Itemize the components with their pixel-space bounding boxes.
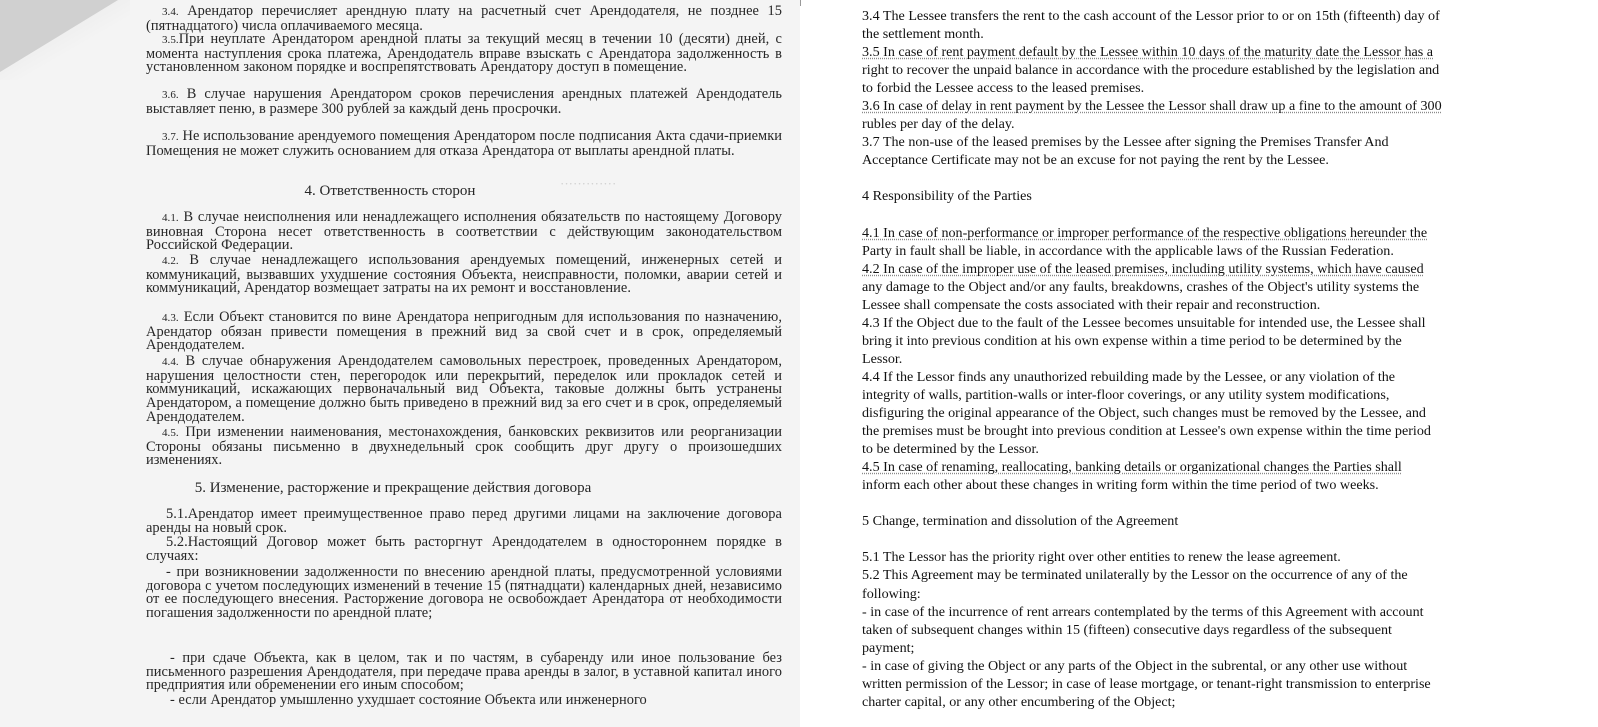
translation-line: Party in fault shall be liable, in accordance with the applicable laws of the Russian Federation. [862, 242, 1394, 259]
translation-line: 3.7 The non-use of the leased premises by the Lessee after signing the Premises Transfer And [862, 134, 1389, 151]
translation-line: 4 Responsibility of the Parties [862, 188, 1032, 205]
translation-line: - in case of the incurrence of rent arrears contemplated by the terms of this Agreement with account [862, 603, 1424, 620]
ru-paragraph-3-6: 3.6. В случае нарушения Арендатором сроков перечисления арендных платежей Арендодатель выставляет пеню, в размере 300 рублей за каждый день просрочки. [146, 86, 782, 117]
ru-paragraph-4-2: 4.2. В случае ненадлежащего использования арендуемых помещений, инженерных сетей и коммуникаций, вызвавших ухудшение состояния Объекта, неисправности, поломки, аварии сетей и коммуникаций, Арендатор возмещает затраты на их ремонт и восстановление. [146, 252, 782, 297]
spellcheck-mark: 3.5 In case of rent payment default by the Lessee within 10 days of the maturity date the Lessor has a [862, 44, 1434, 61]
translation-line: bring it into previous condition at his own expense within a time period to be determined by the [862, 332, 1402, 349]
ru-paragraph-3-7: 3.7. Не использование арендуемого помещения Арендатором после подписания Акта сдачи-приемки Помещения не может служить основанием для отказа Арендатора от выплаты арендной платы. [146, 128, 783, 159]
ru-paragraph-5-2-sublease: - при сдаче Объекта, как в целом, так и по частям, в субаренду или иное пользование без письменного разрешения Арендодателя, при передаче права аренды в залог, в уставной капитал иного предприятия или обременении его иным способом; [146, 650, 782, 694]
translation-line: the premises must be brought into previous condition at Lessee's own expense within the time period [862, 423, 1431, 440]
translation-line: payment; [862, 639, 915, 656]
ru-paragraph-4-1: 4.1. В случае неисполнения или ненадлежащего исполнения обязательств по настоящему Договору виновная Сторона несет ответственность в соответствии с действующим законодательством Российской Федерации. [146, 209, 782, 254]
folded-corner [0, 0, 118, 72]
ru-paragraph-5-2-damage: - если Арендатор умышленно ухудшает состояние Объекта или инженерного [170, 692, 647, 708]
bleed-through-text: ············· [560, 176, 617, 191]
blank-line [862, 494, 1522, 512]
translation-line: to forbid the Lessee access to the leased premises. [862, 80, 1145, 97]
ru-paragraph-4-5: 4.5. При изменении наименования, местонахождения, банковских реквизитов или реорганизации Стороны обязаны письменно в двухнедельный срок сообщить друг другу о произошедших изменениях. [146, 424, 783, 469]
translation-line [862, 224, 1522, 242]
translation-line: to be determined by the Lessor. [862, 441, 1039, 458]
translation-line [862, 458, 1522, 476]
translation-line: taken of subsequent changes within 15 (fifteen) consecutive days regardless of the subsequent [862, 621, 1392, 638]
ru-paragraph-4-3: 4.3. Если Объект становится по вине Арендатора непригодным для использования по назначению, Арендатор обязан привести помещения в прежний вид за свой счет и в срок, определяемый Арендодателем. [146, 309, 782, 354]
english-translation-page [800, 0, 1598, 727]
translation-line: 3.4 The Lessee transfers the rent to the cash account of the Lessor prior to or on 15th (fifteenth) day of [862, 8, 1440, 24]
translation-line: following: [862, 585, 921, 602]
ru-paragraph-5-1: 5.1.Арендатор имеет преимущественное право перед другими лицами на заключение договора аренды на новый срок. [146, 506, 782, 536]
translation-line: Lessee shall compensate the costs associated with their repair and reconstruction. [862, 296, 1321, 313]
spellcheck-mark: 4.5 In case of renaming, reallocating, banking details or organizational changes the Parties shall [862, 459, 1402, 476]
ru-paragraph-4-4: 4.4. В случае обнаружения Арендодателем самовольных перестроек, проведенных Арендатором, нарушения целостности стен, перегородок или перекрытий, переделок или прокладок сетей и коммуникаций, искажающих первоначальный вид Объекта, таковые должны быть устранены Арендатором, а помещение должно быть приведено в прежний вид за его счет и в срок, определяемый Арендодателем. [146, 353, 782, 425]
translation-line [862, 43, 1522, 61]
ru-paragraph-5-2-debt: - при возникновении задолженности по внесению арендной платы, предусмотренной условиями договора с учетом последующих изменений в течение 15 (пятнадцати) календарных дней, независимо от ее последующего внесения. Расторжение договора не освобождает Арендатора от необходимости погашения задолженности по арендной плате; [146, 564, 782, 622]
translation-line: 5 Change, termination and dissolution of the Agreement [862, 513, 1179, 530]
translation-line: right to recover the unpaid balance in accordance with the procedure established by the legislation and [862, 62, 1440, 79]
translation-line: any damage to the Object and/or any faults, breakdowns, crashes of the Object's utility systems the [862, 278, 1420, 295]
translation-text [862, 7, 1522, 711]
ru-paragraph-3-5: 3.5.При неуплате Арендатором арендной платы за текущий месяц в течении 10 (десяти) дней, с момента наступления срока платежа, Арендодатель вправе взыскать с Арендатора задолженность в установленном законом порядке и воспрепятствовать Арендатору доступ в помещение. [146, 31, 782, 76]
translation-line [862, 260, 1522, 278]
translation-line: rubles per day of the delay. [862, 116, 1015, 133]
translation-line: disfiguring the original appearance of the Object, such changes must be removed by the Lessee, and [862, 405, 1426, 422]
translation-line: the settlement month. [862, 26, 984, 43]
translation-line: 4.3 If the Object due to the fault of the Lessee becomes unsuitable for intended use, the Lessee shall [862, 314, 1426, 331]
translation-line: charter capital, or any other encumbering of the Object; [862, 693, 1176, 710]
translation-line: Acceptance Certificate may not be an excuse for not paying the rent by the Lessee. [862, 152, 1329, 169]
translation-line: 5.1 The Lessor has the priority right over other entities to renew the lease agreement. [862, 549, 1341, 566]
page-edge-mark [800, 0, 801, 6]
ru-heading-section-4: 4. Ответственность сторон [304, 183, 476, 199]
ru-paragraph-3-4: 3.4. Арендатор перечисляет арендную плату на расчетный счет Арендодателя, не позднее 15 (пятнадцатого) числа оплачиваемого месяца. [146, 3, 782, 34]
spellcheck-mark: 4.1 In case of non-performance or improper performance of the respective obligations hereunder the [862, 224, 1428, 241]
spellcheck-mark: 4.2 In case of the improper use of the leased premises, including utility systems, which have caused [862, 260, 1424, 277]
translation-line: written permission of the Lessor; in case of lease mortgage, or tenant-right transmission to enterprise [862, 675, 1431, 692]
translation-line: Lessor. [862, 350, 903, 367]
translation-line: - in case of giving the Object or any parts of the Object in the subrental, or any other use without [862, 657, 1408, 674]
translation-line: 4.4 If the Lessor finds any unauthorized rebuilding made by the Lessee, or any violation of the [862, 368, 1396, 385]
ru-heading-section-5: 5. Изменение, расторжение и прекращение действия договора [194, 480, 592, 496]
translation-line: 5.2 This Agreement may be terminated unilaterally by the Lessor on the occurrence of any of the [862, 567, 1408, 584]
ru-paragraph-5-2: 5.2.Настоящий Договор может быть расторгнут Арендодателем в одностороннем порядке в случаях: [146, 534, 782, 564]
translation-line: inform each other about these changes in writing form within the time period of two weeks. [862, 477, 1379, 494]
translation-line: integrity of walls, partition-walls or inter-floor coverings, or any utility system modifications, [862, 386, 1390, 403]
translation-line [862, 97, 1522, 115]
blank-line [862, 530, 1522, 548]
spellcheck-mark: 3.6 In case of delay in rent payment by the Lessee the Lessor shall draw up a fine to the amount of 300 [862, 98, 1442, 115]
blank-line [862, 206, 1522, 224]
blank-line [862, 169, 1522, 187]
